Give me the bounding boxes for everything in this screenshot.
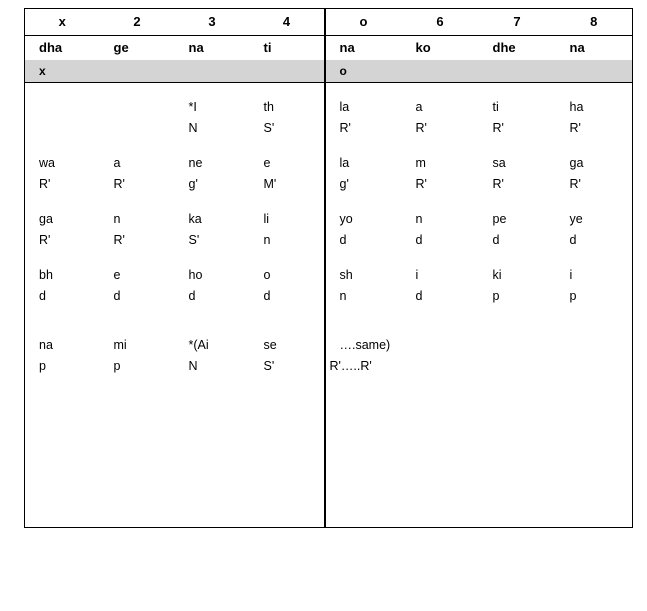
beat-cell-8: 8 <box>556 9 633 36</box>
beat-cell-6: 6 <box>402 9 479 36</box>
lyric-row <box>25 335 633 356</box>
syllable-cell-7: dhe <box>492 40 516 55</box>
swara-cell-same-note: R'…..R' <box>325 356 402 377</box>
lyric-cell: la <box>325 83 402 119</box>
lyric-cell: th <box>263 100 274 114</box>
swara-cell: M' <box>263 177 277 191</box>
lyric-cell: e <box>113 268 121 282</box>
swara-cell: d <box>113 289 121 303</box>
swara-cell <box>100 118 175 139</box>
mark-cell-2 <box>100 60 175 83</box>
lyric-cell: se <box>263 338 277 352</box>
mark-cell-6 <box>402 60 479 83</box>
swara-row <box>25 174 633 195</box>
swara-cell: R' <box>39 233 51 247</box>
swara-cell: N <box>188 121 198 135</box>
beat-cell-3: 3 <box>175 9 250 36</box>
row-spacer <box>25 307 633 321</box>
mark-cell-5: o <box>325 60 402 83</box>
mark-cell-7 <box>479 60 556 83</box>
swara-cell: S' <box>263 359 275 373</box>
beat-cell-2: 2 <box>100 9 175 36</box>
swara-cell: d <box>263 289 271 303</box>
syllable-cell-4: ti <box>263 40 272 55</box>
swara-cell: p <box>569 289 577 303</box>
lyric-cell: ka <box>188 212 202 226</box>
swara-cell: n <box>325 286 402 307</box>
swara-cell: N <box>188 359 198 373</box>
lyric-cell: a <box>113 156 121 170</box>
beat-header-row <box>25 9 633 36</box>
swara-cell: d <box>188 289 196 303</box>
beat-cell-1: x <box>25 9 100 36</box>
beat-cell-7: 7 <box>479 9 556 36</box>
lyric-cell: na <box>39 338 53 352</box>
row-spacer <box>25 195 633 209</box>
lyric-cell: mi <box>113 338 127 352</box>
swara-cell <box>25 118 100 139</box>
lyric-cell: *(Ai <box>188 338 209 352</box>
swara-cell: n <box>263 233 271 247</box>
swara-cell: R' <box>569 177 581 191</box>
lyric-cell: ne <box>188 156 203 170</box>
lyric-row <box>25 265 633 286</box>
swara-cell: S' <box>188 233 200 247</box>
swara-cell: S' <box>263 121 275 135</box>
lyric-cell: ga <box>569 156 584 170</box>
lyric-cell <box>100 83 175 119</box>
swara-cell: R' <box>492 177 504 191</box>
syllable-cell-8: na <box>569 40 585 55</box>
mark-cell-8 <box>556 60 633 83</box>
row-spacer <box>25 139 633 153</box>
lyric-cell: bh <box>39 268 53 282</box>
lyric-cell-same-note: ….same) <box>325 335 402 356</box>
lyric-cell: la <box>325 153 402 174</box>
lyric-cell: ho <box>188 268 203 282</box>
lyric-cell: e <box>263 156 271 170</box>
mark-cell-4 <box>250 60 325 83</box>
lyric-cell: o <box>263 268 271 282</box>
swara-cell: p <box>39 359 46 373</box>
swara-cell: R' <box>415 121 427 135</box>
lyric-cell: ye <box>569 212 583 226</box>
lyric-cell <box>556 335 633 356</box>
swara-cell: R' <box>113 233 125 247</box>
lyric-cell: m <box>415 156 426 170</box>
swara-cell: d <box>325 230 402 251</box>
lyric-cell: i <box>415 268 419 282</box>
beat-cell-4: 4 <box>250 9 325 36</box>
lyric-cell: ki <box>492 268 502 282</box>
lyric-cell: li <box>263 212 270 226</box>
swara-cell: R' <box>113 177 125 191</box>
table-filler-row <box>25 377 633 527</box>
beat-cell-5: o <box>325 9 402 36</box>
swara-cell: d <box>492 233 500 247</box>
swara-cell: R' <box>39 177 51 191</box>
lyric-cell <box>402 335 479 356</box>
lyric-cell: *I <box>188 100 197 114</box>
mark-cell-3 <box>175 60 250 83</box>
swara-row <box>25 118 633 139</box>
swara-cell <box>556 356 633 377</box>
lyric-cell: ga <box>39 212 53 226</box>
lyric-cell: ha <box>569 100 584 114</box>
lyric-row <box>25 153 633 174</box>
swara-cell: g' <box>188 177 198 191</box>
swara-cell: d <box>39 289 46 303</box>
lyric-row <box>25 209 633 230</box>
swara-cell: p <box>492 289 500 303</box>
swara-cell: R' <box>569 121 581 135</box>
lyric-cell <box>479 335 556 356</box>
syllable-cell-5: na <box>325 36 402 61</box>
swara-cell: d <box>415 289 423 303</box>
swara-row <box>25 286 633 307</box>
swara-cell: d <box>415 233 423 247</box>
swara-cell: d <box>569 233 577 247</box>
syllable-cell-6: ko <box>415 40 431 55</box>
lyric-cell: ti <box>492 100 499 114</box>
row-spacer <box>25 251 633 265</box>
lyric-cell: sa <box>492 156 506 170</box>
lyric-cell: i <box>569 268 573 282</box>
syllable-cell-1: dha <box>39 40 63 55</box>
lyric-cell: wa <box>39 156 55 170</box>
tala-notation-table <box>24 8 633 528</box>
syllable-cell-3: na <box>188 40 204 55</box>
lyric-cell: n <box>415 212 423 226</box>
lyric-cell <box>25 83 100 119</box>
mark-cell-1: x <box>25 60 100 83</box>
swara-row <box>25 230 633 251</box>
lyric-cell: n <box>113 212 121 226</box>
swara-cell: p <box>113 359 121 373</box>
swara-cell <box>479 356 556 377</box>
lyric-row <box>25 83 633 119</box>
row-spacer <box>25 321 633 335</box>
swara-cell: R' <box>415 177 427 191</box>
syllable-cell-2: ge <box>113 40 129 55</box>
lyric-cell: a <box>415 100 423 114</box>
swara-cell <box>402 356 479 377</box>
swara-row <box>25 356 633 377</box>
lyric-cell: sh <box>325 265 402 286</box>
swara-cell: R' <box>492 121 504 135</box>
syllable-row <box>25 36 633 61</box>
swara-cell: R' <box>325 118 402 139</box>
clap-mark-row <box>25 60 633 83</box>
lyric-cell: yo <box>325 209 402 230</box>
swara-cell: g' <box>325 174 402 195</box>
lyric-cell: pe <box>492 212 507 226</box>
